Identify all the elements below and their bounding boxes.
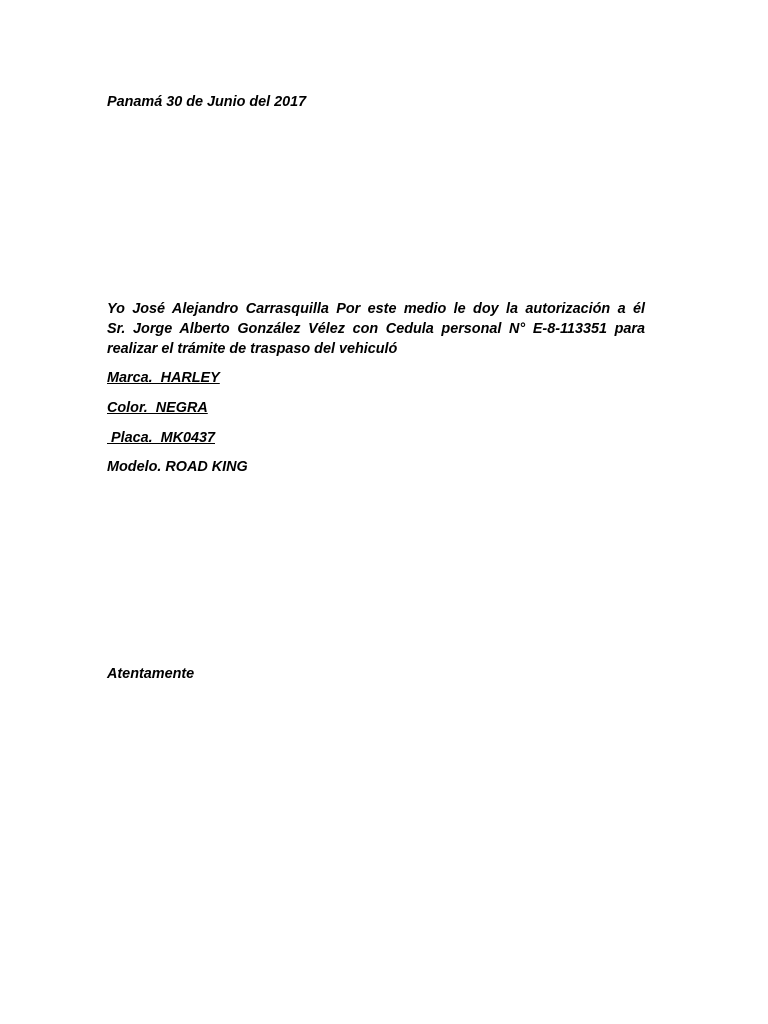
letter-body-line-1: Yo José Alejandro Carrasquilla Por este medio le doy la autorización a él xyxy=(107,301,645,317)
vehicle-modelo: Modelo. ROAD KING xyxy=(107,459,248,475)
letter-body-line-2: Sr. Jorge Alberto González Vélez con Cedula personal N° E-8-113351 para xyxy=(107,321,645,337)
vehicle-color: Color. NEGRA xyxy=(107,400,208,416)
vehicle-marca: Marca. HARLEY xyxy=(107,370,220,386)
letter-closing: Atentamente xyxy=(107,666,195,682)
letter-body-line-3: realizar el trámite de traspaso del vehiculó xyxy=(107,341,398,357)
letter-body xyxy=(107,299,645,359)
letter-date: Panamá 30 de Junio del 2017 xyxy=(107,94,307,110)
vehicle-placa: Placa. MK0437 xyxy=(107,430,215,446)
